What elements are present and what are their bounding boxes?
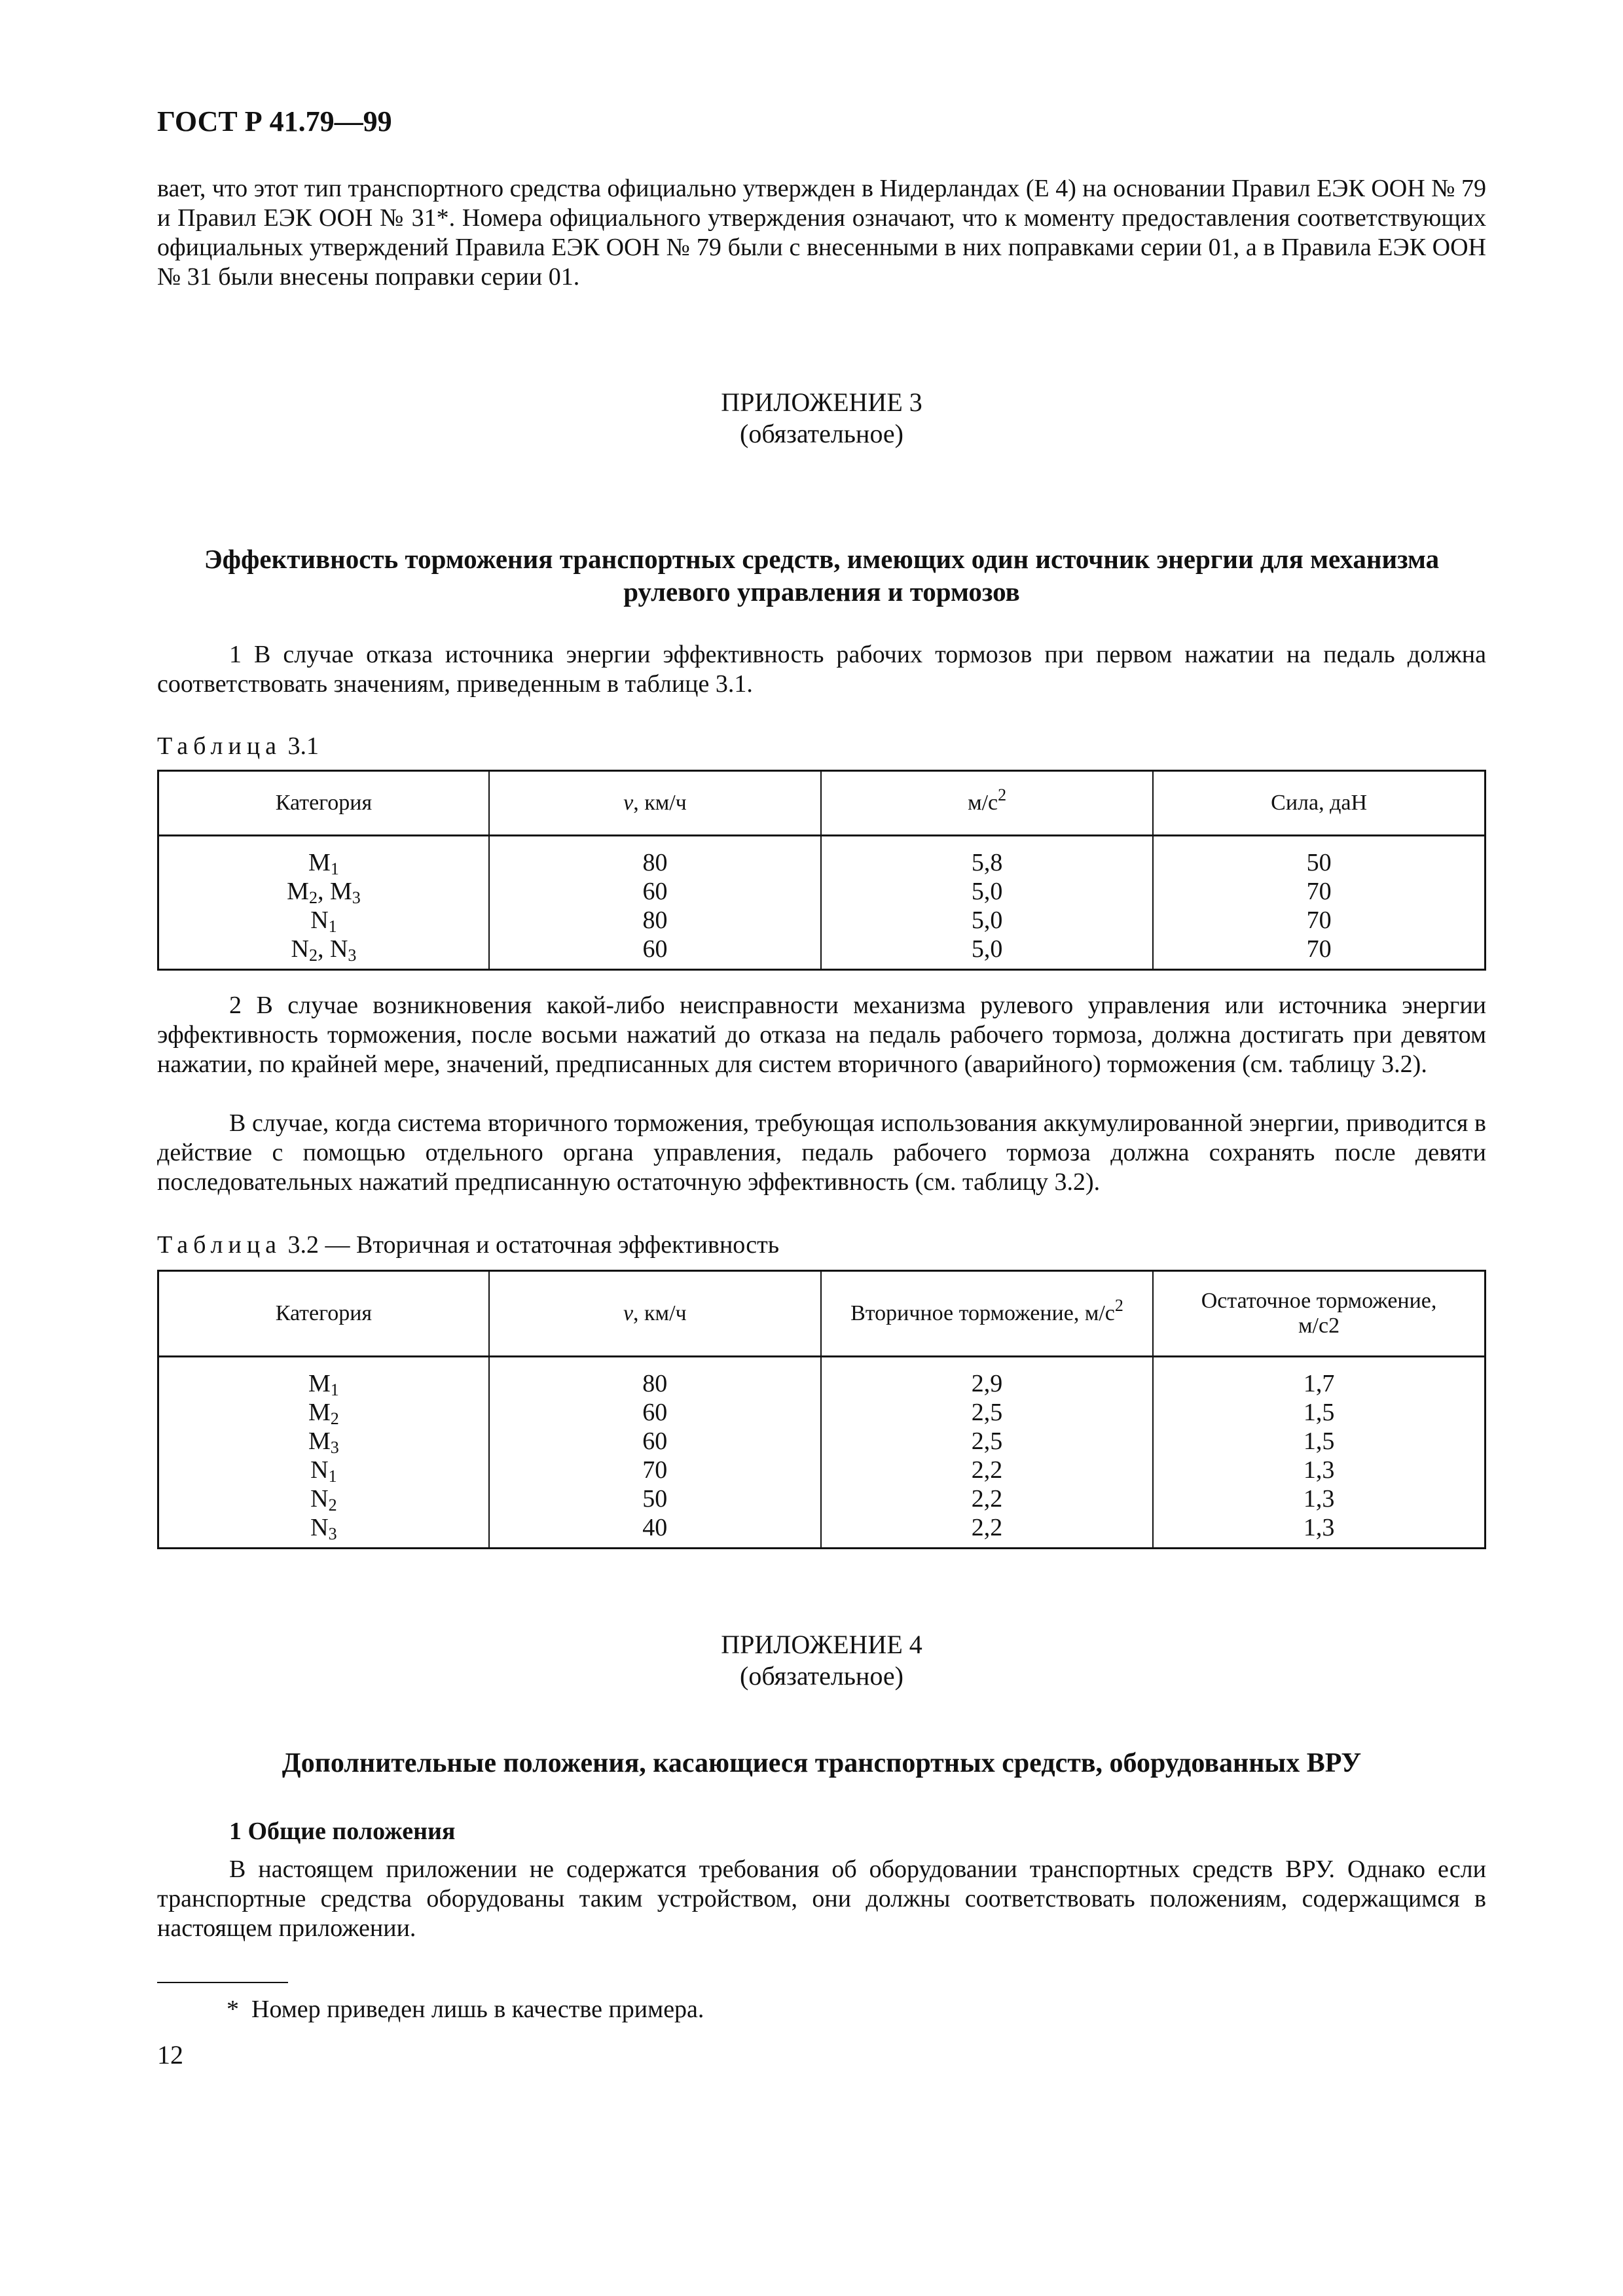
table1-header-row: [158, 771, 1486, 836]
table1-header-decel-unit: м/с: [968, 791, 998, 815]
table1-cell-force: 70: [1153, 877, 1485, 906]
table2-header-speed: [489, 1271, 821, 1357]
table2-cell-residual: 1,3: [1153, 1456, 1485, 1484]
table-row: [158, 1427, 1486, 1456]
table2-header-row: [158, 1271, 1486, 1357]
table2-cell-secondary: 2,2: [821, 1484, 1153, 1513]
table2-header-speed-unit: , км/ч: [633, 1301, 687, 1325]
table1-cell-category: $M_2$, $M_3$: [287, 878, 361, 907]
appendix4-section1-heading: 1 Общие положения: [229, 1818, 456, 1845]
table2-cell-residual: 1,5: [1153, 1398, 1485, 1427]
appendix3-paragraph3: В случае, когда система вторичного торможения, требующая использования аккумулированной энергии, приводится в действие с помощью отдельного органа управления, педаль рабочего тормоза должна сохранять после девяти последовательных нажатий предписанную остаточную эффективность (см. таблицу 3.2).: [157, 1109, 1486, 1196]
table2-cell-secondary: 2,2: [821, 1456, 1153, 1484]
table1-cell-force: 70: [1153, 935, 1485, 970]
table-row: [158, 1513, 1486, 1549]
table1-header-speed-var: v: [623, 791, 634, 815]
table2-caption-number: 3.2: [287, 1231, 319, 1259]
table-row: [158, 1484, 1486, 1513]
table1-header-speed-unit: , км/ч: [633, 791, 687, 815]
page-number: 12: [157, 2040, 183, 2070]
table2-header-category: Категория: [158, 1271, 489, 1357]
table2-cell-category: $N_1$: [310, 1456, 337, 1486]
table2-header-secondary-exp: 2: [1114, 1296, 1123, 1315]
footnote: * Номер приведен лишь в качестве примера.: [227, 1996, 704, 2023]
table2-cell-category: $N_3$: [310, 1514, 337, 1543]
table1-caption: [157, 732, 319, 761]
table2-cell-residual: 1,3: [1153, 1484, 1485, 1513]
table2-header-secondary-text: Вторичное торможение, м/с: [850, 1301, 1115, 1325]
table1-cell-deceleration: 5,8: [821, 836, 1153, 878]
appendix3-status: (обязательное): [740, 419, 903, 448]
table1-header-deceleration: [821, 771, 1153, 836]
table1-cell-category: $M_1$: [308, 849, 339, 878]
table2-cell-speed: 50: [489, 1484, 821, 1513]
table1-cell-speed: 60: [489, 935, 821, 970]
table-row: [158, 1398, 1486, 1427]
table2-cell-speed: 40: [489, 1513, 821, 1549]
table1-cell-deceleration: 5,0: [821, 877, 1153, 906]
intro-paragraph: вает, что этот тип транспортного средства официально утвержден в Нидерландах (Е 4) на основании Правил ЕЭК ООН № 79 и Правил ЕЭК ООН № 31*. Номера официального утверждения означают, что к моменту предоставления соответствующих официальных утверждений Правила ЕЭК ООН № 79 были с внесенными в них поправками серии 01, а в Правила ЕЭК ООН № 31 были внесены поправки серии 01.: [157, 175, 1486, 291]
table2-header-residual-line1: Остаточное торможение,: [1201, 1289, 1437, 1313]
table2-caption-word: Таблица: [157, 1231, 282, 1259]
table1-cell-category: $N_1$: [310, 906, 337, 936]
footnote-divider: [157, 1982, 288, 1983]
document-code: ГОСТ Р 41.79—99: [157, 105, 392, 137]
appendix4-label: ПРИЛОЖЕНИЕ 4: [721, 1630, 922, 1659]
table2-header-residual-line2: м/с2: [1298, 1314, 1340, 1338]
table2-header-speed-var: v: [623, 1301, 634, 1325]
table1-cell-deceleration: 5,0: [821, 906, 1153, 935]
table1-cell-speed: 80: [489, 906, 821, 935]
table2-cell-speed: 80: [489, 1357, 821, 1399]
table1-caption-number: 3.1: [287, 732, 319, 760]
table2-cell-category: $M_2$: [308, 1399, 339, 1428]
table2-cell-secondary: 2,2: [821, 1513, 1153, 1549]
table1-caption-word: Таблица: [157, 732, 282, 760]
table1-cell-force: 50: [1153, 836, 1485, 878]
table2-cell-secondary: 2,5: [821, 1398, 1153, 1427]
table2-cell-speed: 70: [489, 1456, 821, 1484]
table-row: [158, 877, 1486, 906]
table-row: [158, 836, 1486, 878]
table1-cell-category: $N_2$, $N_3$: [291, 935, 357, 965]
table1-cell-deceleration: 5,0: [821, 935, 1153, 970]
table2-cell-secondary: 2,5: [821, 1427, 1153, 1456]
appendix3-label: ПРИЛОЖЕНИЕ 3: [721, 387, 922, 417]
table-3-2: [157, 1270, 1486, 1549]
table2-cell-secondary: 2,9: [821, 1357, 1153, 1399]
appendix3-title-line1: Эффективность торможения транспортных средств, имеющих один источник энергии для механизма: [204, 544, 1440, 574]
table-3-1: [157, 770, 1486, 971]
table2-header-residual: [1153, 1271, 1485, 1357]
table-row: [158, 1357, 1486, 1399]
appendix4-title: Дополнительные положения, касающиеся транспортных средств, оборудованных ВРУ: [282, 1748, 1362, 1778]
table2-cell-category: $N_2$: [310, 1485, 337, 1515]
table2-cell-speed: 60: [489, 1398, 821, 1427]
table2-cell-residual: 1,7: [1153, 1357, 1485, 1399]
table2-header-secondary: [821, 1271, 1153, 1357]
table2-cell-category: $M_1$: [308, 1370, 339, 1399]
table2-caption-text: — Вторичная и остаточная эффективность: [319, 1231, 780, 1259]
table1-cell-speed: 60: [489, 877, 821, 906]
appendix4-section1-text: В настоящем приложении не содержатся требования об оборудовании транспортных средств ВРУ. Однако если транспортные средства оборудованы таким устройством, они должны соответствовать положениям, содержащимся в настоящем приложении.: [157, 1856, 1486, 1942]
appendix3-title-line2: рулевого управления и тормозов: [623, 577, 1020, 607]
appendix3-paragraph1: 1 В случае отказа источника энергии эффективность рабочих тормозов при первом нажатии на педаль должна соответствовать значениям, приведенным в таблице 3.1.: [157, 641, 1486, 698]
table2-caption: [157, 1230, 779, 1259]
table2-cell-category: $M_3$: [308, 1427, 339, 1457]
table2-cell-residual: 1,3: [1153, 1513, 1485, 1549]
table-row: [158, 935, 1486, 970]
table1-header-decel-exp: 2: [998, 785, 1007, 804]
table1-cell-speed: 80: [489, 836, 821, 878]
appendix4-status: (обязательное): [740, 1661, 903, 1691]
table-row: [158, 1456, 1486, 1484]
table2-cell-speed: 60: [489, 1427, 821, 1456]
table-row: [158, 906, 1486, 935]
table1-cell-force: 70: [1153, 906, 1485, 935]
appendix3-paragraph2: 2 В случае возникновения какой-либо неисправности механизма рулевого управления или источника энергии эффективность торможения, после восьми нажатий до отказа на педаль рабочего тормоза, должна достигать при девятом нажатии, по крайней мере, значений, предписанных для систем вторичного (аварийного) торможения (см. таблицу 3.2).: [157, 992, 1486, 1078]
table1-header-force: Сила, даН: [1153, 771, 1485, 836]
table2-cell-residual: 1,5: [1153, 1427, 1485, 1456]
table1-header-speed: [489, 771, 821, 836]
table1-header-category: Категория: [158, 771, 489, 836]
